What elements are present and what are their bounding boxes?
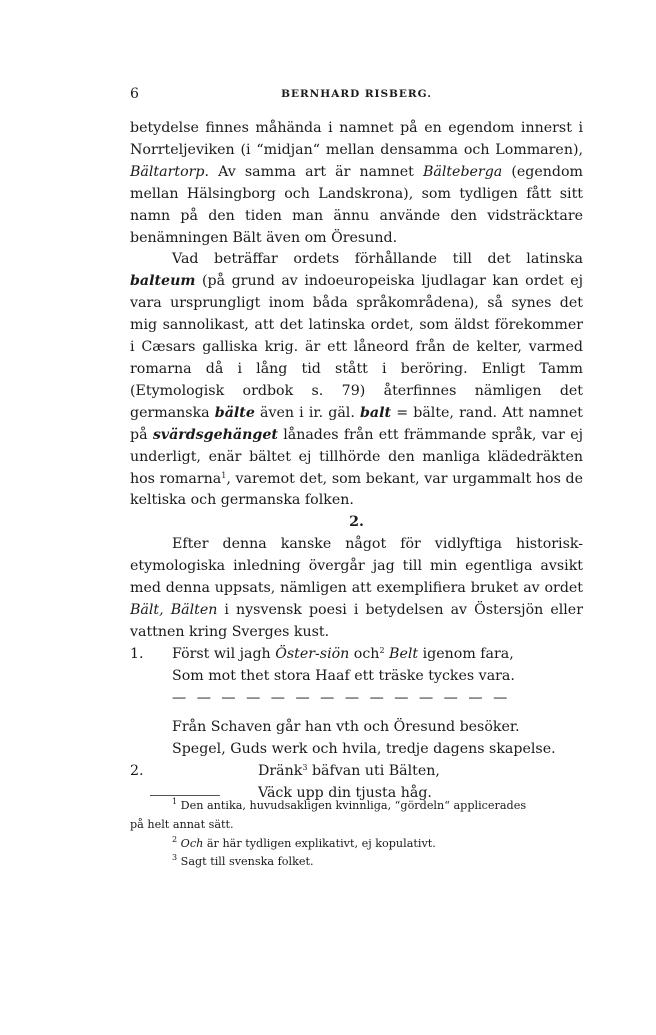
page-header [130,86,583,106]
verse-1-line-4 [130,739,583,761]
text-run: är här tydligen explikativt, ej kopulativt. [203,836,436,850]
footnote-2 [130,835,583,854]
footnotes [130,797,583,872]
verse-line: Spegel, Guds werk och hvila, tredje dagens skapelse. [172,741,556,758]
verse-ellipsis [130,688,583,710]
footnote-ref: 1 [221,470,227,480]
verse-line: Väck upp din tjusta håg. [258,785,432,802]
text-run: på helt annat sätt. [130,817,234,831]
text-run: . Av samma art är namnet [204,163,423,180]
footnote-marker: 2 [172,834,178,844]
footnote-marker: 3 [172,853,178,863]
italic-term: Bältartorp [130,163,205,180]
verse-line [258,761,440,783]
running-title: BERNHARD RISBERG. [281,88,432,100]
italic-term: Bält, Bälten [130,601,218,618]
text-run: lånades från ett främmande språk, var ej underligt, enär bältet ej tillhörde den manliga klädedräkten hos romarna [130,426,583,487]
text-run: igenom fara, [418,645,514,662]
footnote-marker: 1 [172,797,178,806]
italic-term: bälte [214,404,255,421]
verse-1-line-3 [130,717,583,739]
text-run: = bälte, rand. Att namnet på [130,404,584,443]
text-run: Efter denna kanske något för vidlyftiga historisk-etymologiska inledning övergår jag till min egentliga avsikt med denna uppsats, nämligen att exemplifiera bruket av ordet [130,536,583,597]
text-run: Först wil jagh [172,645,276,662]
text-run: även i ir. gäl. [254,404,361,421]
verse-number: 1. [130,645,144,662]
main-text [130,118,583,805]
italic-term: svärdsgehänget [152,426,278,443]
italic-term: Och [180,836,204,850]
footnote-3 [130,853,583,872]
omission-dashes: — — — — — — — — — — — — — — [172,689,511,706]
footnote-1 [130,797,583,835]
footnote-ref: 3 [302,763,308,773]
verse-number: 2. [130,763,144,780]
text-run: i nysvensk poesi i betydelsen av Östersjön eller vattnen kring Sverges kust. [130,601,583,640]
italic-term: Belt [389,645,419,662]
page-number: 6 [130,86,139,102]
text-run: bäfvan uti Bälten, [307,763,440,780]
text-run: Dränk [258,763,303,780]
text-run: Den antika, huvudsakligen kvinnliga, “gördeln“ applicerades [177,799,527,812]
paragraph-2 [130,249,583,512]
verse-1-line-2 [130,666,583,688]
verse-line: Från Schaven går han vth och Öresund besöker. [172,719,520,736]
text-run: (på grund av indoeuropeiska ljudlagar kan ordet ej vara ursprungligt inom båda språkområdena), så synes det mig sannolikast, att det latinska ordet, som äldst förekommer i Cæsars galliska krig. är ett låneord från de kelter, varmed romarna då i lång tid stått i beröring. Enligt Tamm (Etymologisk ordbok s. 79) återfinnes nämligen det germanska [130,273,583,421]
section-number: 2. [349,514,364,531]
paragraph-3 [130,534,583,644]
italic-term: Öster-siön [275,645,350,662]
footnote-ref: 2 [379,645,385,655]
italic-term: Bälteberga [422,163,503,180]
text-run: Vad beträffar ordets förhållande till det latinska [172,251,583,268]
text-run: och [349,645,380,662]
text-run: (egendom mellan Hälsingborg och Landskrona), som tydligen fått sitt namn på den tiden man ännu använde den vidsträcktare benämningen Bält även om Öresund. [130,163,584,246]
text-run: betydelse finnes måhända i namnet på en egendom innerst i Norrteljeviken (i “midjan“ mellan densamma och Lommaren), [130,120,583,158]
text-run: Sagt till svenska folket. [177,855,314,869]
paragraph-1 [130,118,583,249]
italic-term: balteum [130,273,196,290]
verse-line [172,644,514,666]
verse-1-line-1 [130,644,583,666]
italic-term: balt [360,404,392,421]
verse-2-line-1 [130,761,583,783]
footnote-rule [150,795,220,796]
verse-line: Som mot thet stora Haaf ett träske tyckes vara. [172,667,515,684]
text-run: , varemot det, som bekant, var urgammalt hos de keltiska och germanska folken. [130,470,583,509]
